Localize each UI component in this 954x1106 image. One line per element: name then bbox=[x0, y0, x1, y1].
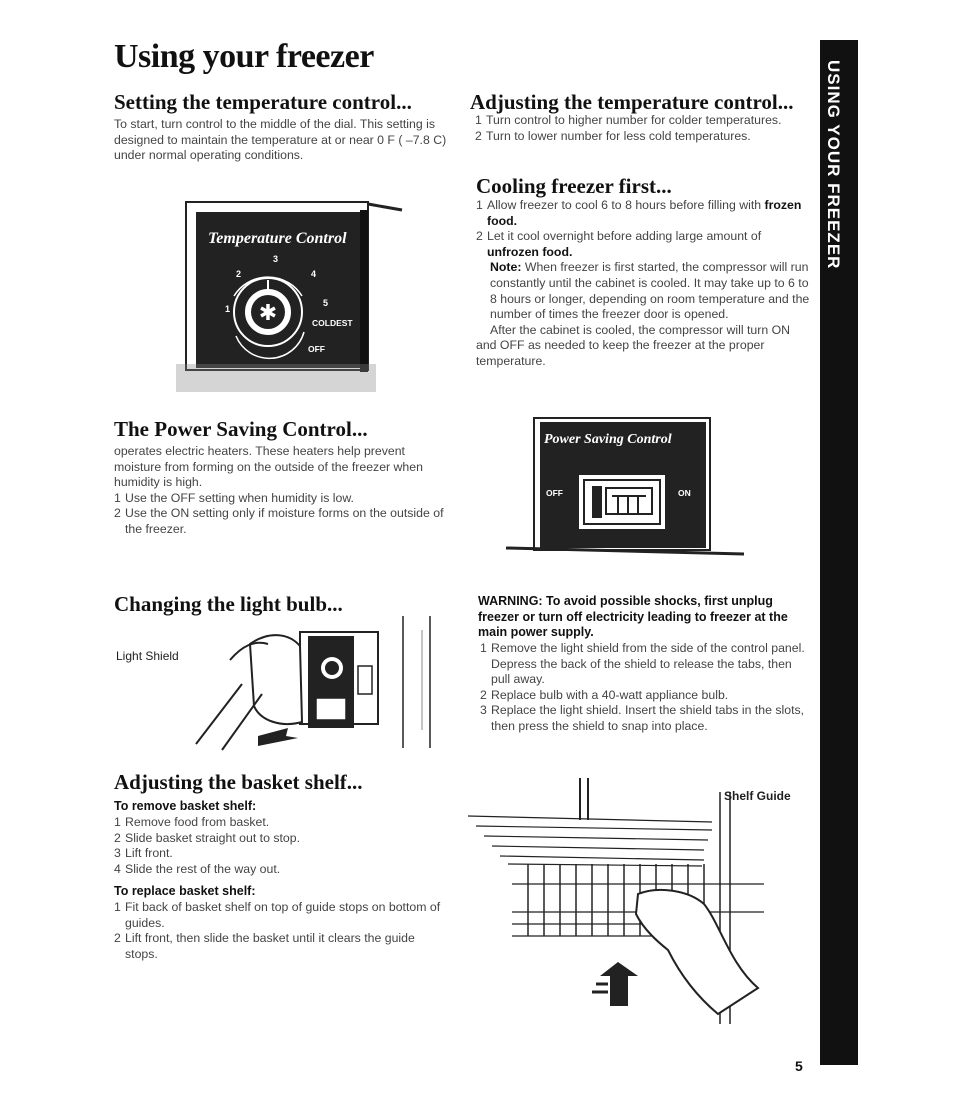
setting-heading: Setting the temperature control... bbox=[114, 90, 412, 114]
dial-number-2: 2 bbox=[236, 269, 242, 279]
step-text: Use the OFF setting when humidity is low. bbox=[125, 490, 354, 505]
step-number: 1 bbox=[114, 815, 121, 829]
sidebar-label: USING YOUR FREEZER bbox=[824, 60, 843, 270]
temperature-control-title: Temperature Control bbox=[208, 230, 347, 247]
list-item bbox=[114, 815, 448, 831]
dial-off-label: OFF bbox=[308, 344, 325, 354]
basket-heading: Adjusting the basket shelf... bbox=[114, 770, 363, 794]
coldest-label: COLDEST bbox=[312, 318, 353, 328]
step-text: Use the ON setting only if moisture forms on the outside of the freezer. bbox=[125, 506, 444, 536]
step-text: Allow freezer to cool 6 to 8 hours before filling with bbox=[487, 198, 762, 212]
dial-number-1: 1 bbox=[225, 304, 231, 314]
step-text: Turn to lower number for less cold temperatures. bbox=[486, 128, 751, 143]
step-number: 1 bbox=[114, 490, 121, 505]
svg-text:✱: ✱ bbox=[258, 301, 278, 326]
list-item bbox=[480, 688, 812, 704]
warning-text: WARNING: To avoid possible shocks, first unplug freezer or turn off electricity leading to freezer at the main power supply. bbox=[478, 594, 788, 639]
light-bulb-steps bbox=[480, 641, 812, 735]
step-text: Replace the light shield. Insert the shield tabs in the slots, then press the shield to snap into place. bbox=[491, 703, 805, 733]
adjusting-temp-steps bbox=[475, 113, 811, 144]
power-saving-text: operates electric heaters. These heaters help prevent moisture from forming on the outside of the freezer when humidity is high. bbox=[114, 444, 423, 490]
list-item bbox=[114, 900, 448, 931]
step-number: 3 bbox=[480, 703, 487, 718]
remove-basket-steps bbox=[114, 815, 448, 877]
step-number: 2 bbox=[480, 687, 487, 702]
remove-basket-heading: To remove basket shelf: bbox=[114, 799, 257, 813]
step-number: 1 bbox=[476, 198, 483, 212]
list-item bbox=[114, 491, 448, 507]
replace-basket-heading: To replace basket shelf: bbox=[114, 884, 256, 898]
step-number: 1 bbox=[480, 641, 487, 655]
power-off-label: OFF bbox=[546, 488, 563, 498]
list-item bbox=[114, 831, 448, 847]
step-text: Slide basket straight out to stop. bbox=[125, 830, 300, 845]
step-number: 2 bbox=[114, 506, 121, 521]
step-text: Fit back of basket shelf on top of guide stops on bottom of guides. bbox=[125, 900, 441, 930]
power-saving-heading: The Power Saving Control... bbox=[114, 417, 368, 441]
step-bold: unfrozen food. bbox=[487, 244, 573, 259]
cooling-heading: Cooling freezer first... bbox=[476, 174, 672, 198]
dial-number-3: 3 bbox=[273, 254, 279, 264]
note-text: When freezer is first started, the compressor will run constantly until the cabinet is cooled. It may take up to 6 to 8 hours or longer, depending on room temperature and the number of times the freezer door is opened. bbox=[490, 260, 810, 322]
power-on-label: ON bbox=[678, 488, 691, 498]
step-number: 4 bbox=[114, 861, 121, 876]
step-bold: frozen food. bbox=[487, 198, 802, 228]
setting-body: To start, turn control to the middle of the dial. This setting is designed to maintain the temperature at or near 0 F ( –7.8 C) under normal operating conditions. bbox=[114, 117, 447, 163]
power-saving-body bbox=[114, 444, 448, 538]
list-item bbox=[114, 931, 448, 962]
step-number: 2 bbox=[476, 229, 483, 244]
list-item bbox=[476, 198, 810, 229]
note-label: Note: bbox=[490, 260, 522, 275]
step-number: 3 bbox=[114, 846, 121, 861]
sidebar-tab bbox=[820, 40, 858, 1065]
light-shield-label: Light Shield bbox=[116, 649, 179, 663]
step-text: Lift front, then slide the basket until it clears the guide stops. bbox=[125, 931, 415, 961]
step-text: Let it cool overnight before adding large amount of bbox=[487, 229, 762, 244]
cooling-body bbox=[476, 198, 810, 370]
shelf-guide-label: Shelf Guide bbox=[724, 789, 791, 803]
list-item bbox=[475, 129, 811, 145]
dial-number-5: 5 bbox=[323, 298, 329, 308]
step-text: Remove the light shield from the side of the control panel. Depress the back of the shield to release the tabs, then pull away. bbox=[491, 641, 805, 687]
list-item bbox=[476, 229, 810, 260]
step-number: 1 bbox=[475, 113, 482, 127]
adjusting-temp-heading: Adjusting the temperature control... bbox=[470, 90, 794, 114]
power-saving-illustration bbox=[500, 414, 750, 560]
step-number: 2 bbox=[475, 128, 482, 143]
step-number: 1 bbox=[114, 900, 121, 914]
replace-basket-steps bbox=[114, 900, 448, 962]
step-text: Slide the rest of the way out. bbox=[125, 861, 281, 876]
step-number: 2 bbox=[114, 931, 121, 946]
step-text: Remove food from basket. bbox=[125, 815, 270, 829]
list-item bbox=[480, 641, 812, 688]
step-text: Turn control to higher number for colder temperatures. bbox=[486, 113, 782, 127]
list-item bbox=[480, 703, 812, 734]
list-item bbox=[114, 846, 448, 862]
basket-shelf-illustration bbox=[468, 774, 768, 1028]
step-text: Replace bulb with a 40-watt appliance bulb. bbox=[491, 687, 729, 702]
list-item bbox=[114, 506, 448, 537]
page-number: 5 bbox=[795, 1058, 803, 1074]
light-bulb-illustration bbox=[150, 610, 450, 752]
light-bulb-heading: Changing the light bulb... bbox=[114, 592, 343, 616]
temperature-control-illustration bbox=[176, 196, 408, 392]
step-number: 2 bbox=[114, 830, 121, 845]
list-item bbox=[114, 862, 448, 878]
power-saving-title: Power Saving Control bbox=[544, 432, 672, 447]
page-title: Using your freezer bbox=[114, 38, 374, 75]
list-item bbox=[475, 113, 811, 129]
after-text: After the cabinet is cooled, the compressor will turn ON and OFF as needed to keep the freezer at the proper temperature. bbox=[476, 322, 791, 368]
step-text: Lift front. bbox=[125, 846, 173, 861]
dial-number-4: 4 bbox=[311, 269, 317, 279]
